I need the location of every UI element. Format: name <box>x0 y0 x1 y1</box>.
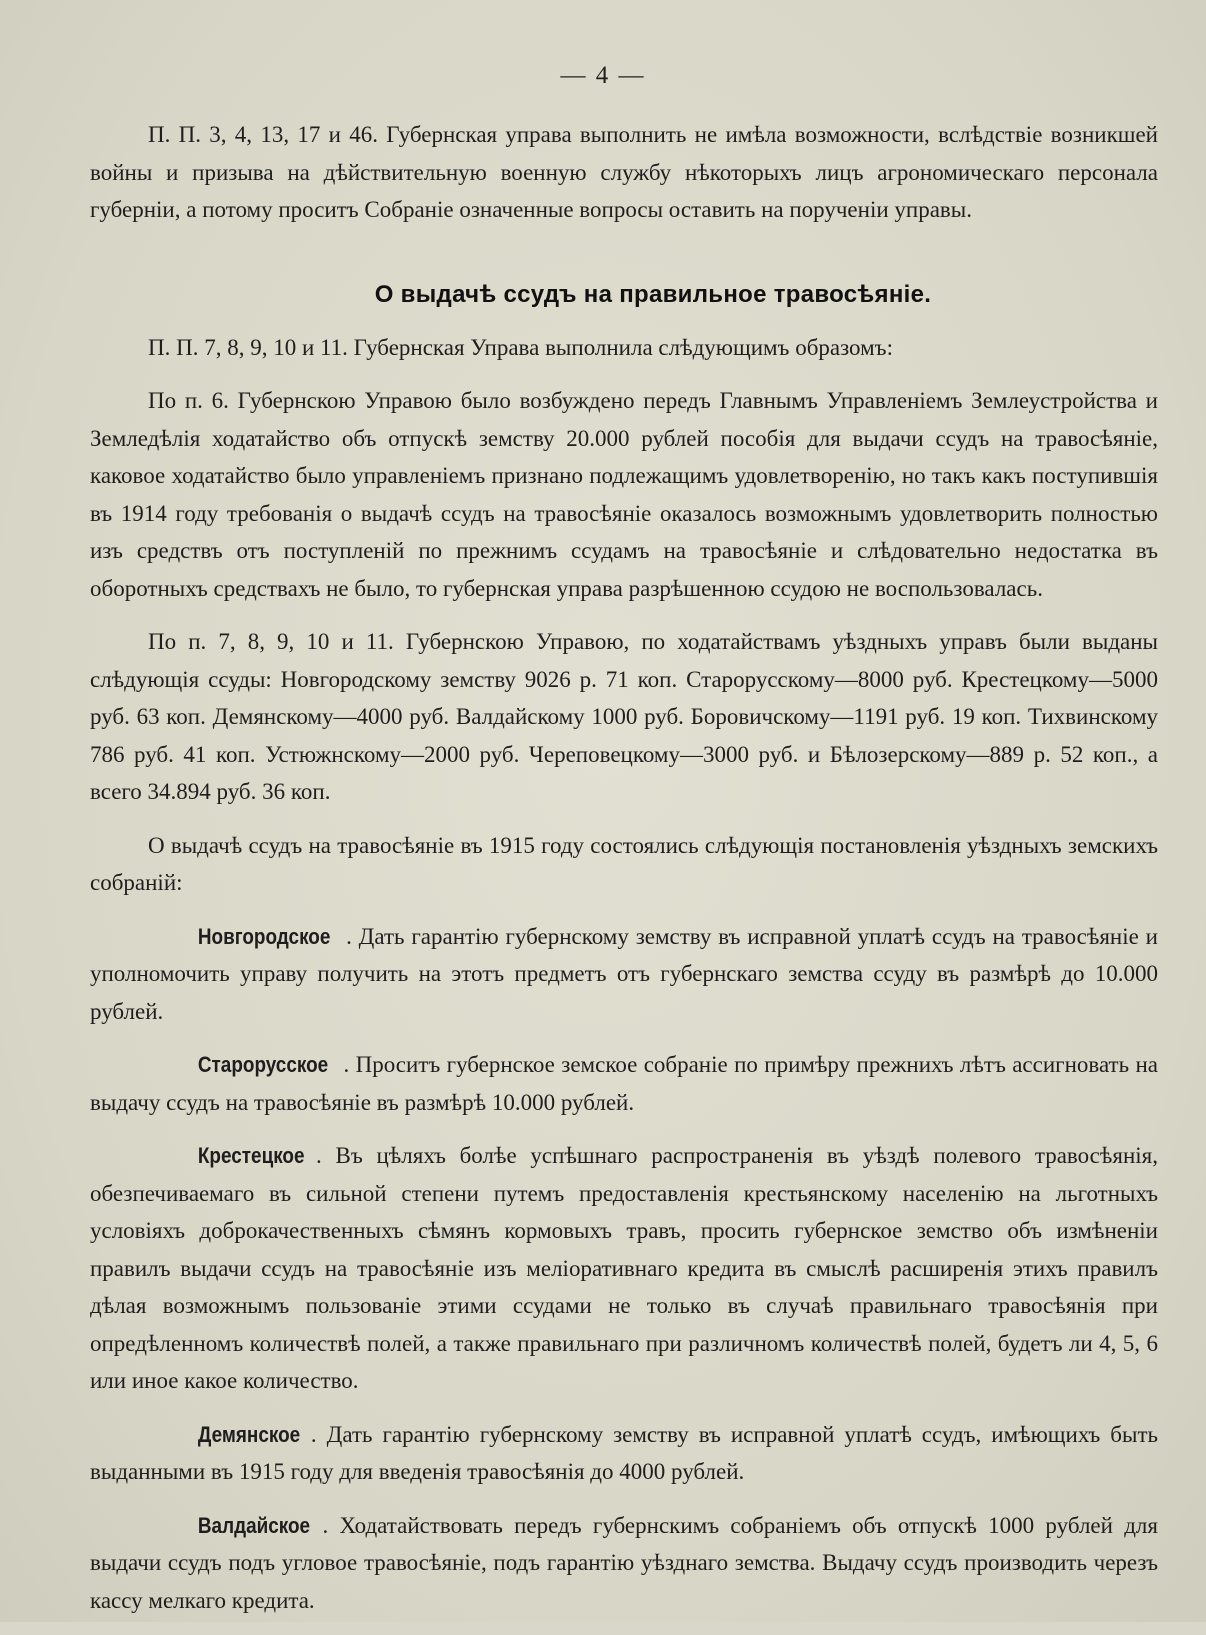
district-name: Демянское <box>197 1421 301 1447</box>
resolution-text: . Въ цѣляхъ болѣе успѣшнаго распространенія въ уѣздѣ полевого травосѣянія, обезпечиваемаго въ сильной степени путемъ предоставленія крестьянскому населенію на льготныхъ условіяхъ доброкачественныхъ сѣмянъ кормовыхъ травъ, просить губернское земство объ измѣненіи правилъ выдачи ссудъ на травосѣяніе изъ меліоративнаго кредита въ смыслѣ расширенія этихъ правилъ дѣлая возможнымъ пользованіе этими ссудами не только въ случаѣ правильнаго травосѣянія при опредѣленномъ количествѣ полей, а также правильнаго при различномъ количествѣ полей, будетъ ли 4, 5, 6 или иное какое количество. <box>90 1143 1158 1393</box>
district-name: Старорусское <box>197 1052 329 1077</box>
paragraph-items-7-11: П. П. 7, 8, 9, 10 и 11. Губернская Управа выполнила слѣдующимъ образомъ: <box>148 334 893 360</box>
resolution-text: . Дать гарантію губернскому земству въ исправной уплатѣ ссудъ, имѣющихъ быть выданными въ 1915 году для введенія травосѣянія до 4000 рублей. <box>90 1421 1158 1484</box>
page-content <box>90 116 1158 1635</box>
resolution-demyansk <box>90 1416 1158 1491</box>
page-number: — 4 — <box>560 62 646 89</box>
intro-paragraph: П. П. 3, 4, 13, 17 и 46. Губернская управа выполнить не имѣла возможности, вслѣдствіе возникшей войны и призыва на дѣйствительную военную службу нѣкоторыхъ лицъ агрономическаго персонала губерніи, а потому проситъ Собраніе означенные вопросы оставить на порученіи управы. <box>90 122 1158 222</box>
resolution-krestcy <box>90 1137 1158 1400</box>
resolution-text: . Проситъ губернское земское собраніе по примѣру прежнихъ лѣтъ ассигновать на выдачу ссудъ на травосѣяніе въ размѣрѣ 10.000 рублей. <box>90 1052 1158 1115</box>
resolution-novgorod <box>90 918 1158 1031</box>
district-name: Новгородское <box>197 923 331 949</box>
paragraph-item-6: По п. 6. Губернскою Управою было возбуждено передъ Главнымъ Управленіемъ Землеустройства и Земледѣлія ходатайство объ отпускѣ земству 20.000 рублей пособія для выдачи ссудъ на травосѣяніе, каковое ходатайство было управленіемъ признано подлежащимъ удовлетворенію, но такъ какъ поступившія въ 1914 году требованія о выдачѣ ссудъ на травосѣяніе оказалось возможнымъ удовлетворить полностью изъ средствъ отъ поступленій по прежнимъ ссудамъ на травосѣяніе и слѣдовательно недостатка въ оборотныхъ средствахъ не было, то губернская управа разрѣшенною ссудою не воспользовалась. <box>90 388 1158 601</box>
resolution-text: . Ходатайствовать передъ губернскимъ собраніемъ объ отпускѣ 1000 рублей для выдачи ссудъ подъ угловое травосѣяніе, подъ гарантію уѣзднаго земства. Выдачу ссудъ производить черезъ кассу мелкаго кредита. <box>90 1512 1158 1613</box>
resolution-staraya-russa <box>90 1046 1158 1121</box>
paragraph-loans-issued: По п. 7, 8, 9, 10 и 11. Губернскою Управою, по ходатайствамъ уѣздныхъ управъ были выданы слѣдующія ссуды: Новгородскому земству 9026 р. 71 коп. Старорусскому—8000 руб. Крестецкому—5000 руб. 63 коп. Демянскому—4000 руб. Валдайскому 1000 руб. Боровичскому—1191 руб. 19 коп. Тихвинскому 786 руб. 41 коп. Устюжнскому—2000 руб. Череповецкому—3000 руб. и Бѣлозерскому—889 р. 52 коп., а всего 34.894 руб. 36 коп. <box>90 629 1158 804</box>
paragraph-resolutions-intro: О выдачѣ ссудъ на травосѣяніе въ 1915 году состоялись слѣдующія постановленія уѣздныхъ земскихъ собраній: <box>90 832 1158 895</box>
resolution-valdai <box>90 1507 1158 1620</box>
resolution-text: . Дать гарантію губернскому земству въ исправной уплатѣ ссудъ на травосѣяніе и уполномочить управу получить на этотъ предметъ отъ губернскаго земства ссуду въ размѣрѣ до 10.000 рублей. <box>90 923 1158 1024</box>
district-name: Валдайское <box>197 1512 311 1538</box>
section-title: О выдачѣ ссудъ на правильное травосѣяніе. <box>374 280 932 308</box>
district-name: Крестецкое <box>197 1143 305 1168</box>
